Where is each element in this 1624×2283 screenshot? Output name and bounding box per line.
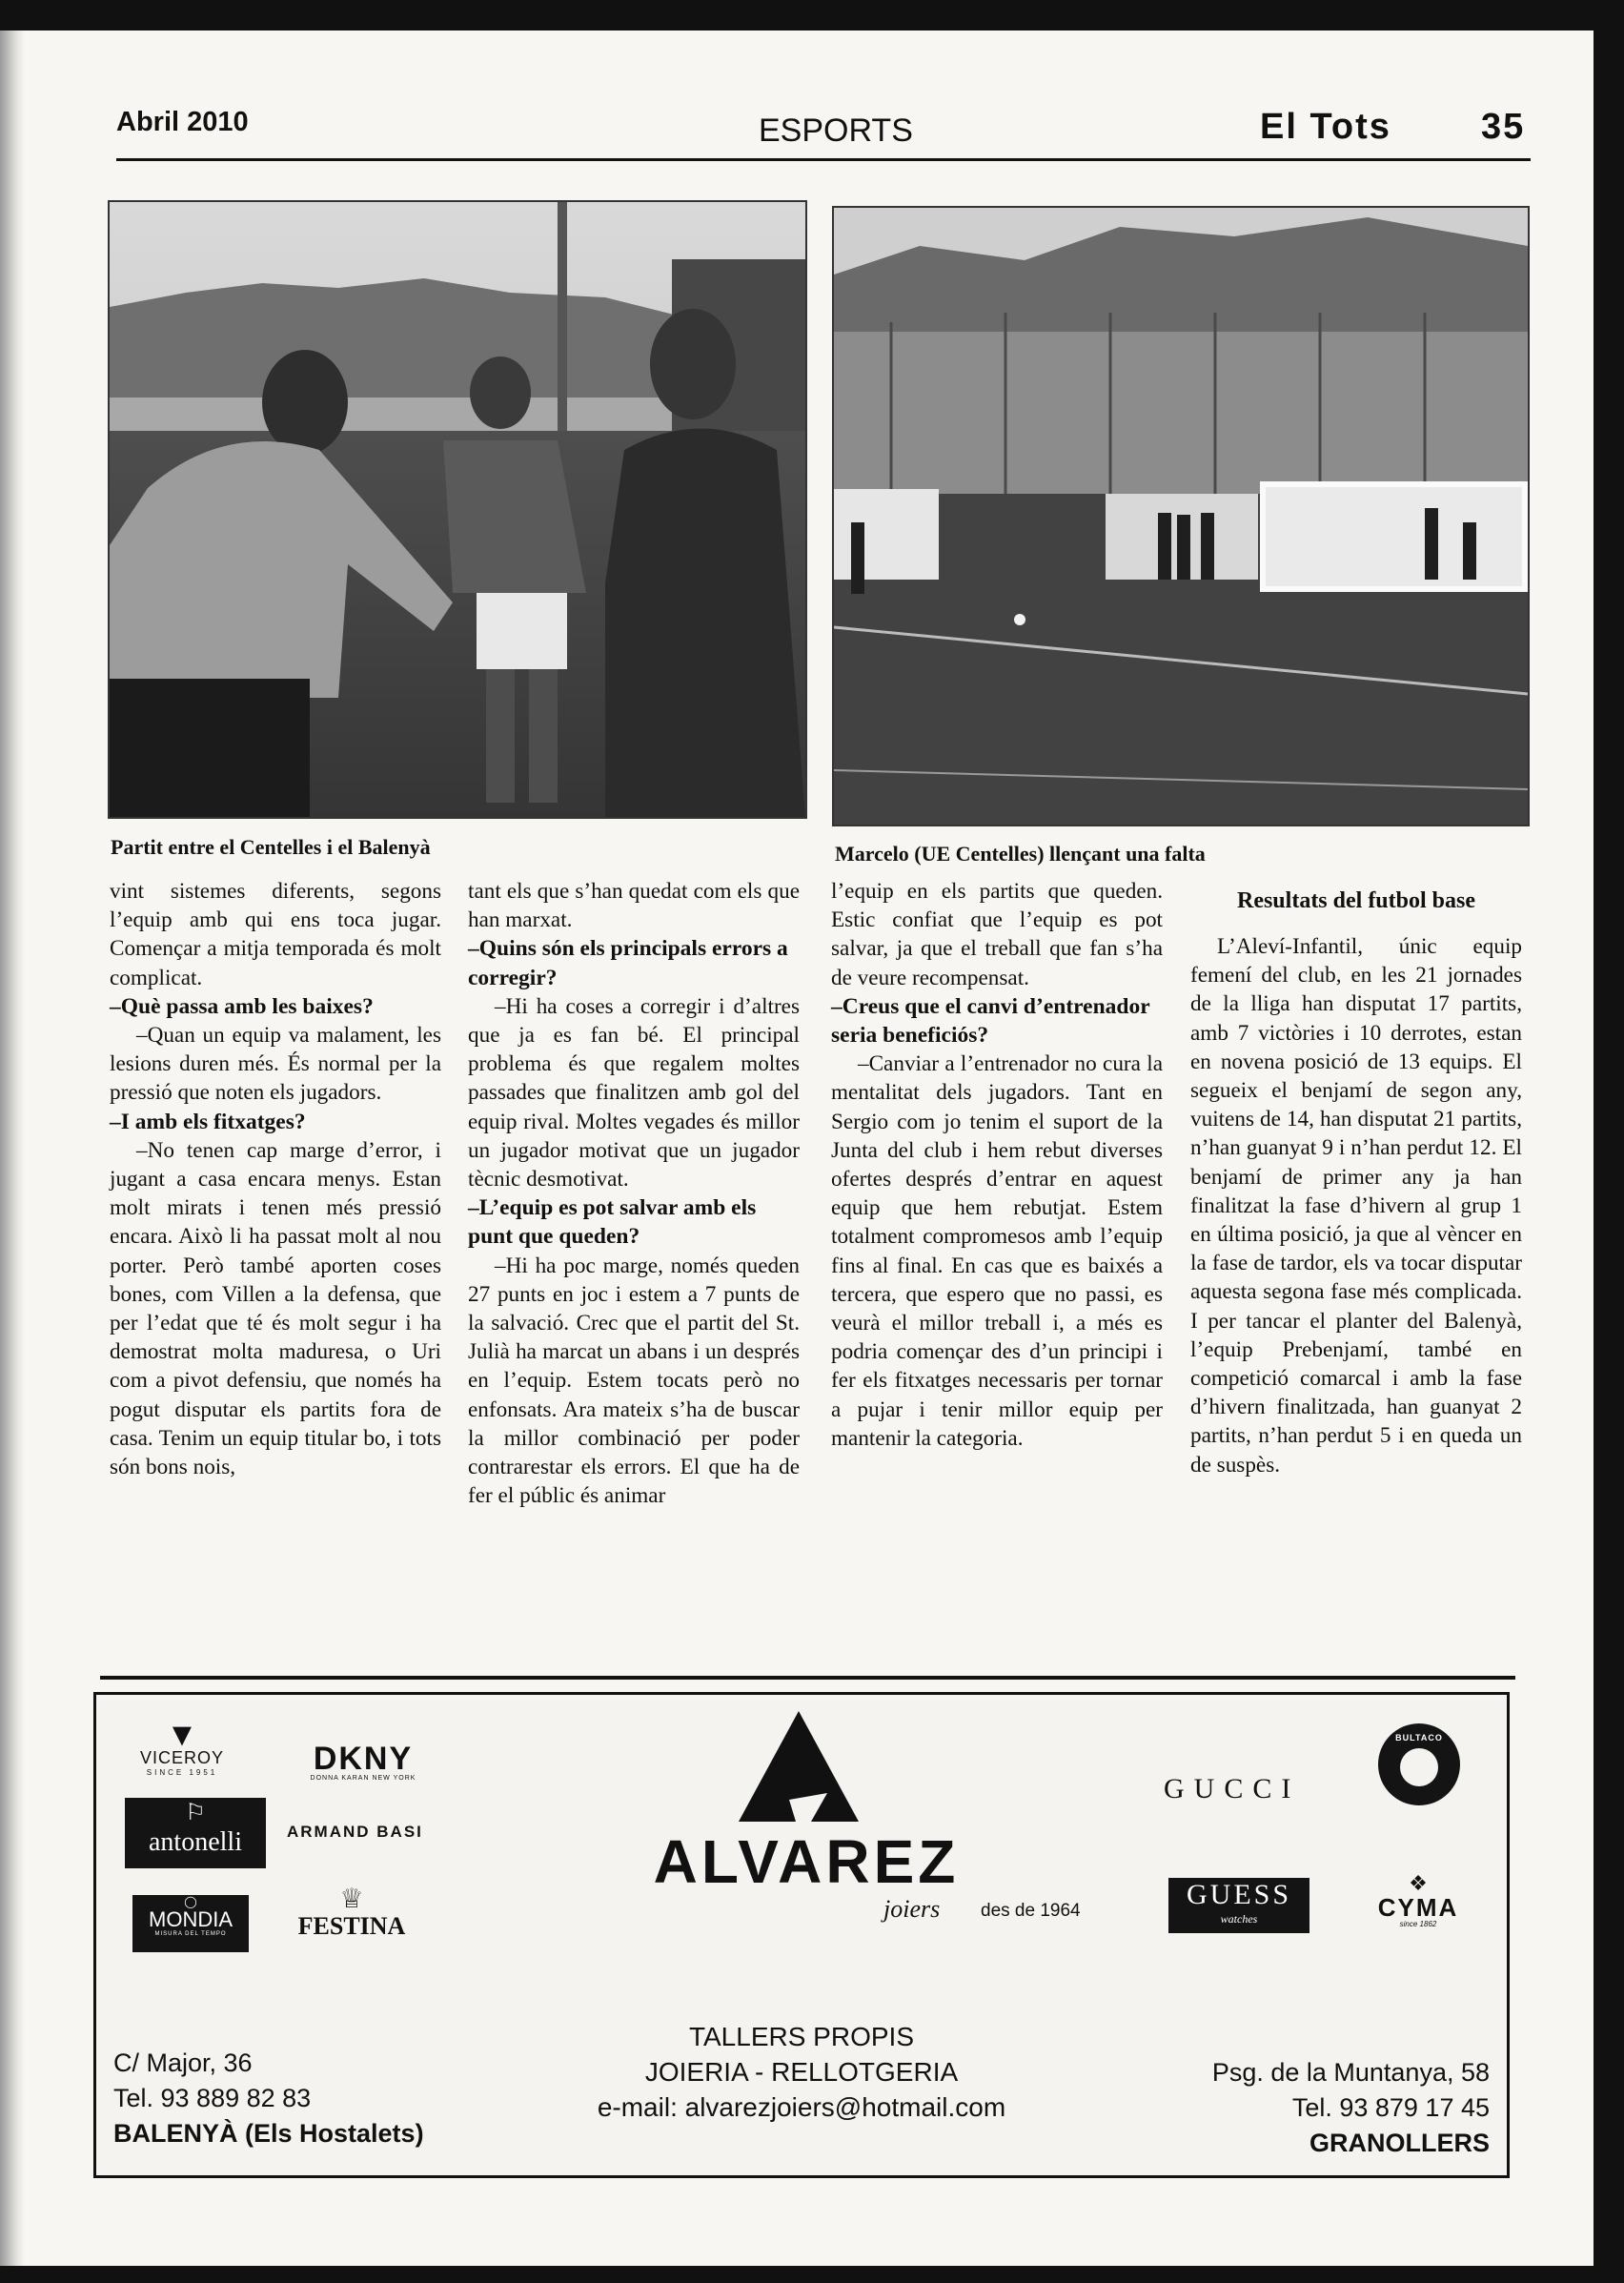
jeweller-advertisement (93, 1692, 1510, 2178)
brand-logo-antonelli: ⚐ antonelli (125, 1798, 266, 1868)
brand-logo-festina: ♕ FESTINA (294, 1886, 409, 1939)
brand-logo-guess: GUESS watches (1168, 1878, 1309, 1933)
antonelli-emblem-icon: ⚐ (185, 1801, 206, 1825)
alvarez-triangle-icon (737, 1709, 861, 1824)
brand-logo-dkny: DKNY DONNA KARAN NEW YORK (310, 1741, 416, 1782)
paragraph: –Hi ha poc marge, només queden 27 punts en joc i estem a 7 punts de la salvació. Crec que el partit del St. Julià ha marcat un abans i un després en l’equip. Estem tocats però no enfonsats. Ara mateix s’ha de buscar la millor combinació per poder contrarestar els errors. El que ha de fer el públic és animar (468, 1253, 800, 1509)
address-balenya: C/ Major, 36 Tel. 93 889 82 83 BALENYÀ (Els Hostalets) (113, 2049, 424, 2148)
section-title: ESPORTS (759, 112, 913, 149)
ad-separator-rule (100, 1676, 1515, 1680)
article-column-3 (831, 877, 1163, 1453)
paragraph: –Canviar a l’entrenador no cura la mentalitat dels jugadors. Tant en Sergio com jo tenim el suport de la Junta del club i hem rebut diverses ofertes després d’entrar en aquest equip que hem rebutjat. Estem totalment compromesos amb l’equip fins al final. En cas que es baixés a tercera, que espero que no passi, es veurà el millor treball i, a més es podria començar des d’un principi i fer els fitxatges necessaris per tornar a pujar i tenir millor equip per mantenir la categoria. (831, 1051, 1163, 1451)
brand-logo-viceroy: ▼ VICEROY SINCE 1951 (139, 1717, 225, 1777)
header-rule (116, 158, 1531, 161)
festina-crown-icon: ♕ (339, 1885, 364, 1914)
interview-question: –L’equip es pot salvar amb els punt que queden? (468, 1195, 757, 1250)
photo-caption-right: Marcelo (UE Centelles) llençant una falta (835, 842, 1206, 866)
brand-name: ALVAREZ (653, 1827, 960, 1896)
brand-logo-bultaco: BULTACO (1378, 1723, 1460, 1805)
brand-logo-armand-basi: ARMAND BASI (287, 1823, 423, 1841)
services-text: TALLERS PROPIS JOIERIA - RELLOTGERIA e-mail: alvarezjoiers@hotmail.com (597, 2022, 1006, 2122)
photo-caption-left: Partit entre el Centelles i el Balenyà (111, 835, 431, 859)
photo-free-kick (832, 206, 1530, 826)
page-number: 35 (1481, 107, 1526, 147)
brand-logo-cyma: ❖ CYMA since 1862 (1356, 1872, 1480, 1928)
brand-logo-mondia: ◯ MONDIA MISURA DEL TEMPO (132, 1895, 249, 1952)
interview-question: –Què passa amb les baixes? (110, 993, 374, 1019)
issue-date: Abril 2010 (116, 107, 249, 137)
paragraph: tant els que s’han quedat com els que han marxat. (468, 879, 800, 933)
article-column-1 (110, 877, 441, 1481)
paragraph: l’equip en els partits que queden. Estic confiat que l’equip es pot salvar, ja que el treball que fan s’ha de veure recompensat. (831, 879, 1163, 990)
mondia-emblem-icon: ◯ (184, 1895, 197, 1908)
paragraph: –Quan un equip va malament, les lesions duren més. És normal per la pressió que noten els jugadors. (110, 1023, 441, 1106)
since-year: des de 1964 (981, 1901, 1081, 1921)
paragraph: –Hi ha coses a corregir i d’altres que ja es fan bé. El principal problema és que regalem moltes passades que finalitzen amb gol del equip rival. Moltes vegades és millor un jugador motivat que un jugador tècnic desmotivat. (468, 993, 800, 1192)
article-column-2 (468, 877, 800, 1510)
sidebar-title: Resultats del futbol base (1236, 888, 1476, 913)
interview-question: –Creus que el canvi d’entrenador seria beneficiós? (831, 993, 1150, 1049)
paragraph: vint sistemes diferents, segons l’equip amb qui ens toca jugar. Començar a mitja temporada és molt complicat. (110, 879, 441, 990)
interview-question: –I amb els fitxatges? (110, 1109, 306, 1134)
paragraph: L’Aleví-Infantil, únic equip femení del club, en les 21 jornades de la lliga han disputat 17 partits, amb 7 victòries i 10 derrotes, estan en novena posició de 13 equips. El segueix el benjamí de segon any, vuitens de 14, han disputat 21 partits, n’han guanyat 9 i n’han perdut 12. El benjamí de primer any ja han finalitzat la fase d’hivern al grup 1 en última posició, ja que al vèncer en la fase de tardor, els va tocar disputar aquesta segona fase més complicada. I per tancar el planter del Balenyà, l’equip Prebenjamí, també en competició comarcal i amb la fase d’hivern finalitzada, han guanyat 2 partits, n’han perdut 5 i en queda un de suspès. (1190, 934, 1522, 1478)
cyma-emblem-icon: ❖ (1409, 1871, 1428, 1895)
photo-match-handshake-image (110, 202, 805, 817)
sidebar-body (1190, 932, 1522, 1479)
interview-question: –Quins són els principals errors a corregir? (468, 936, 788, 990)
brand-logo-gucci: GUCCI (1164, 1773, 1301, 1804)
bultaco-emblem-icon (1400, 1748, 1438, 1786)
address-granollers: Psg. de la Muntanya, 58 Tel. 93 879 17 45 GRANOLLERS (1211, 2058, 1490, 2157)
page-spine-shadow (0, 31, 25, 2266)
magazine-name: El Tots (1260, 107, 1391, 147)
photo-free-kick-image (834, 208, 1528, 825)
article-column-4 (1190, 887, 1522, 1479)
paragraph: –No tenen cap marge d’error, i jugant a casa encara menys. Estan molt mirats i tenen més pressió encara. Això li ha passat molt al nou porter. Però també aporten coses bones, com Villen a la defensa, que per l’edat que té és molt segur i ha demostrat molta maduresa, o Uri com a pivot defensiu, que només ha pogut disputar els partits fora de casa. Tenim un equip titular bo, i tots són bons nois, (110, 1137, 441, 1480)
brand-subtitle: joiers (883, 1895, 941, 1923)
photo-match-handshake (108, 200, 807, 819)
